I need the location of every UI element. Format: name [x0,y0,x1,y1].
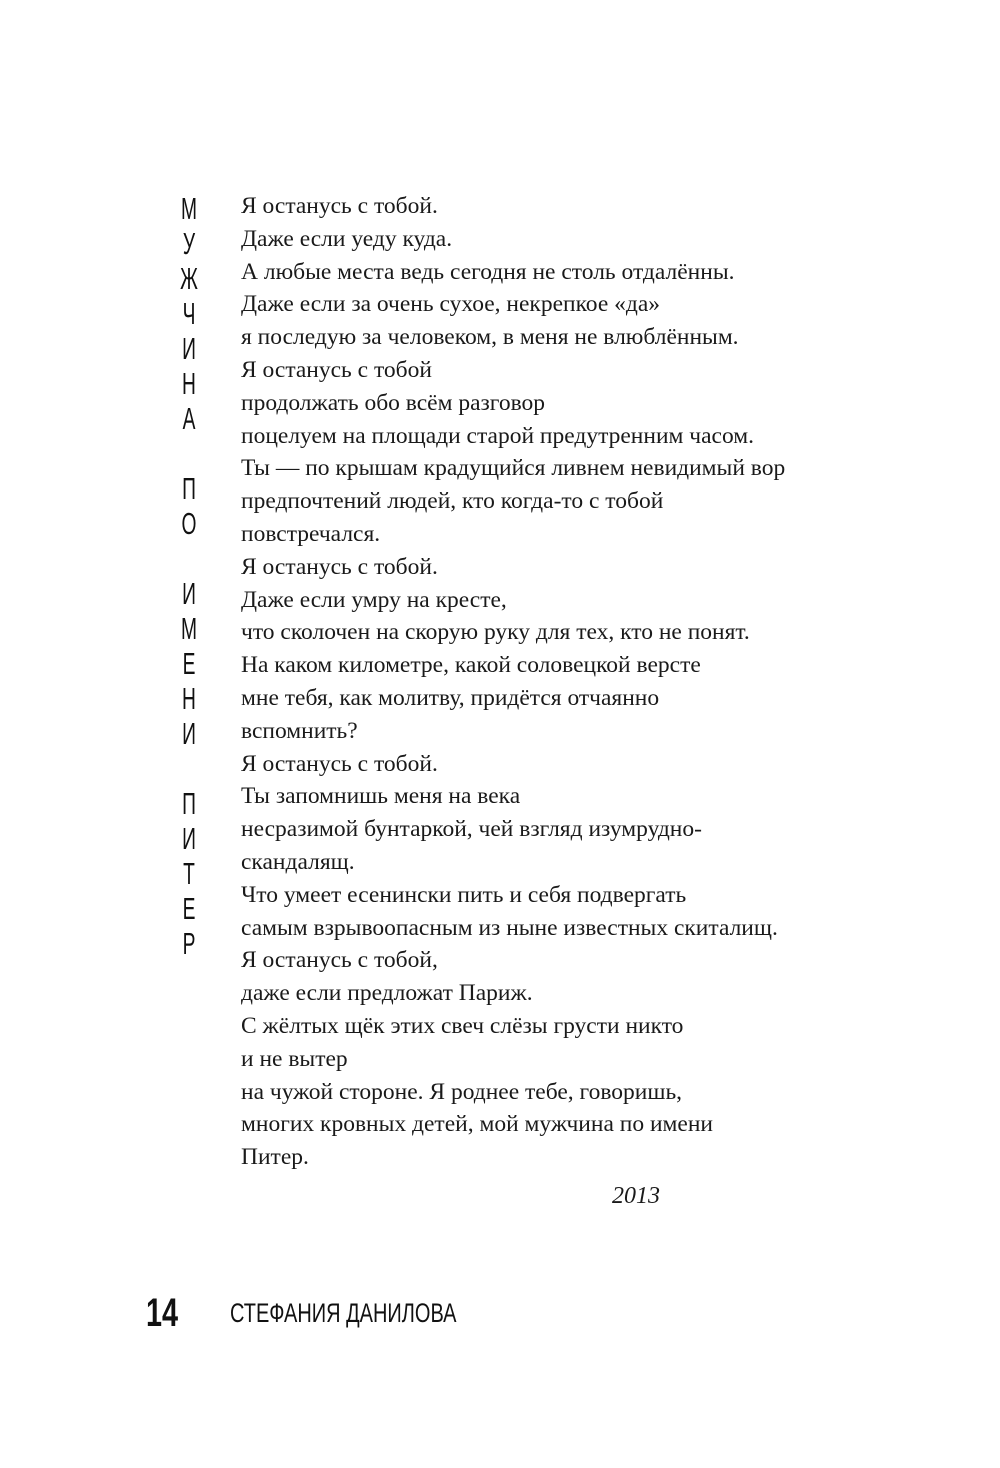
title-letter: И [182,821,196,856]
poem-line: Ты — по крышам крадущийся ливнем невидимый вор [241,455,786,482]
poem-line: вспомнить? [241,717,358,744]
poem-line: продолжать обо всём разговор [241,389,546,416]
vertical-title [166,191,212,961]
poem-line: На каком километре, какой соловецкой версте [241,652,701,679]
title-letter: М [180,191,198,226]
title-letter: У [182,226,196,261]
poem-line: предпочтений людей, кто когда-то с тобой [241,488,664,515]
poem-line: что сколочен на скорую руку для тех, кто не понят. [241,619,750,646]
poem [241,190,785,1174]
poem-line: Даже если умру на кресте, [241,586,507,613]
poem-line: Что умеет есенински пить и себя подвергать [241,881,687,908]
poem-line: и не вытер [241,1045,348,1072]
poem-line: я последую за человеком, в меня не влюблённым. [241,324,739,351]
title-letter: А [182,401,196,436]
title-letter: П [182,471,196,506]
title-gap [175,541,204,576]
poem-line: даже если предложат Париж. [241,980,533,1007]
poem-line: самым взрывоопасным из ныне известных скиталищ. [241,914,778,941]
poem-line: несразимой бунтаркой, чей взгляд изумрудно- [241,816,702,843]
title-letter: М [180,611,198,646]
author-name: СТЕФАНИЯ ДАНИЛОВА [230,1297,457,1328]
title-letter: П [182,786,196,821]
title-letter: Н [182,681,196,716]
title-letter: И [182,331,196,366]
poem-line: Я останусь с тобой. [241,750,438,777]
poem-line: Ты запомнишь меня на века [241,783,521,810]
poem-line: на чужой стороне. Я роднее тебе, говоришь, [241,1078,683,1105]
poem-line: Даже если уеду куда. [241,225,453,252]
poem-line: Я останусь с тобой, [241,947,438,974]
poem-line: А любые места ведь сегодня не столь отдалённы. [241,258,735,285]
title-letter: Р [182,926,196,961]
poem-year: 2013 [612,1183,660,1209]
poem-line: Я останусь с тобой. [241,193,438,219]
poem-line: поцелуем на площади старой предутренним часом. [241,422,755,449]
poem-line: скандалящ. [241,848,355,875]
poem-line: С жёлтых щёк этих свеч слёзы грусти никто [241,1012,684,1039]
title-letter: И [182,716,196,751]
title-letter: Е [182,646,196,681]
poem-line: Я останусь с тобой. [241,553,438,580]
title-letter: Т [183,856,195,891]
page-footer [146,1290,536,1336]
title-letter: И [182,576,196,611]
poem-line: многих кровных детей, мой мужчина по имени [241,1111,713,1138]
title-gap [175,751,204,786]
title-letter: Ч [182,296,196,331]
poem-line: мне тебя, как молитву, придётся отчаянно [241,684,660,711]
title-letter: Ж [180,261,198,296]
poem-line: Питер. [241,1144,309,1171]
poem-line: повстречался. [241,520,381,547]
title-letter: Н [182,366,196,401]
poem-line: Я останусь с тобой [241,356,432,383]
title-letter: О [181,506,197,541]
page-number: 14 [146,1290,179,1335]
title-gap [175,436,204,471]
title-letter: Е [182,891,196,926]
poem-line: Даже если за очень сухое, некрепкое «да» [241,291,661,318]
